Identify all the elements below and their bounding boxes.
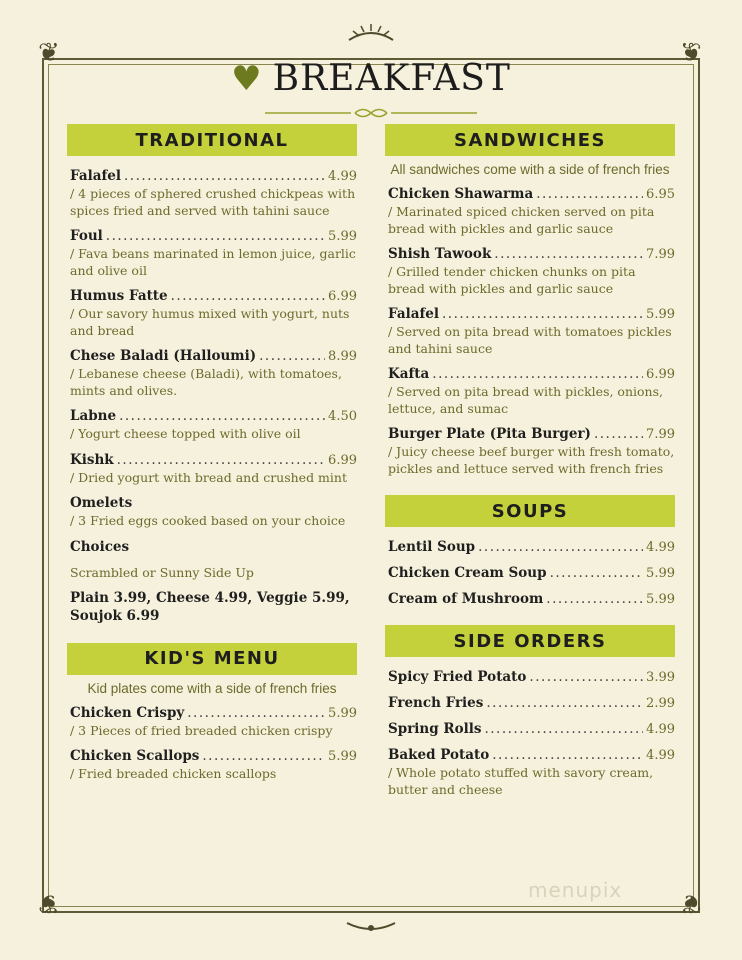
leader-dots	[442, 306, 643, 322]
title-divider-ornament-icon	[265, 106, 477, 120]
menu-item	[67, 748, 357, 783]
menu-item	[385, 306, 675, 357]
item-description: / Fried breaded chicken scallops	[70, 766, 277, 781]
leader-dots	[171, 288, 325, 304]
leader-dots	[259, 348, 325, 364]
section-note: All sandwiches come with a side of french fries	[390, 162, 670, 177]
leader-dots	[202, 748, 325, 764]
leader-dots	[546, 591, 643, 607]
menu-item	[67, 288, 357, 339]
item-name: Lentil Soup	[388, 539, 476, 555]
menu-item	[385, 366, 675, 417]
item-name: Kishk	[70, 451, 114, 468]
section-note: Kid plates come with a side of french fries	[87, 680, 337, 696]
item-price: 5.99	[646, 307, 675, 322]
item-price: 6.95	[646, 187, 675, 202]
item-description: / Served on pita bread with tomatoes pickles and tahini sauce	[388, 324, 672, 356]
menu-item	[385, 669, 675, 685]
corner-ornament-icon: ❦	[680, 888, 702, 918]
menu-item	[385, 591, 675, 607]
menu-item	[385, 747, 675, 798]
item-description: / Juicy cheese beef burger with fresh tomato, pickles and lettuce served with french fries	[388, 444, 675, 476]
item-price: 7.99	[646, 247, 675, 262]
item-price: 5.99	[646, 566, 675, 581]
leader-dots	[486, 695, 643, 711]
item-price: 2.99	[646, 696, 675, 711]
leader-dots	[117, 452, 325, 468]
right-column	[385, 124, 675, 798]
item-name: Falafel	[388, 306, 439, 322]
corner-ornament-icon: ❦	[38, 38, 60, 68]
menu-item	[67, 348, 357, 399]
leader-dots	[494, 246, 643, 262]
section-heading-kids: KID'S MENU	[67, 643, 357, 675]
item-name: Chicken Crispy	[70, 704, 185, 721]
leader-dots	[536, 186, 643, 202]
leader-dots	[492, 747, 643, 763]
choices-prices: Plain 3.99, Cheese 4.99, Veggie 5.99, Soujok 6.99	[70, 589, 350, 624]
item-price: 5.99	[328, 705, 357, 721]
menu-item	[385, 539, 675, 555]
sunburst-ornament-icon	[343, 22, 399, 44]
menu-item	[67, 408, 357, 443]
item-price: 6.99	[328, 289, 357, 304]
item-name: Chicken Cream Soup	[388, 565, 547, 581]
item-name: Baked Potato	[388, 747, 490, 763]
item-description: / 3 Fried eggs cooked based on your choice	[70, 513, 346, 528]
menu-item	[385, 426, 675, 477]
section-heading-soups: SOUPS	[385, 495, 675, 527]
item-name: Shish Tawook	[388, 246, 492, 262]
item-name: Chese Baladi (Halloumi)	[70, 348, 257, 364]
item-price: 4.99	[646, 748, 675, 763]
item-price: 4.99	[646, 540, 675, 555]
item-name: Chicken Scallops	[70, 748, 200, 764]
menu-item	[67, 452, 357, 487]
item-description: / Marinated spiced chicken served on pita bread with pickles and garlic sauce	[388, 204, 655, 236]
item-name: Labne	[70, 408, 117, 424]
menu-item	[67, 168, 357, 219]
menu-item	[385, 246, 675, 297]
item-price: 7.99	[646, 427, 675, 442]
watermark: menupix	[528, 878, 623, 902]
item-price: 8.99	[328, 349, 357, 364]
leader-dots	[478, 539, 643, 555]
menu-item	[67, 228, 357, 279]
item-name: Burger Plate (Pita Burger)	[388, 426, 591, 442]
item-name: Humus Fatte	[70, 288, 168, 304]
item-price: 4.99	[328, 169, 357, 184]
item-description: / Our savory humus mixed with yogurt, nuts and bread	[70, 306, 350, 338]
item-name: Choices	[70, 538, 130, 555]
menu-item	[385, 721, 675, 737]
item-price: 6.99	[646, 367, 675, 382]
leader-dots	[550, 565, 643, 581]
item-name: Chicken Shawarma	[388, 186, 534, 202]
flourish-ornament-icon	[343, 917, 399, 935]
menu-item	[385, 565, 675, 581]
section-heading-side-orders: SIDE ORDERS	[385, 625, 675, 657]
item-name: Omelets	[70, 495, 133, 511]
item-description: / Fava beans marinated in lemon juice, garlic and olive oil	[70, 246, 356, 278]
leader-dots	[119, 408, 325, 424]
item-description: / Served on pita bread with pickles, onions, lettuce, and sumac	[388, 384, 663, 416]
section-heading-sandwiches: SANDWICHES	[385, 124, 675, 156]
item-price: 5.99	[328, 229, 357, 244]
corner-ornament-icon: ❦	[38, 888, 60, 918]
item-price: 6.99	[328, 452, 357, 468]
choices-options: Scrambled or Sunny Side Up	[70, 564, 254, 580]
item-price: 5.99	[328, 749, 357, 764]
item-name: Spicy Fried Potato	[388, 669, 527, 685]
leader-dots	[187, 705, 325, 721]
item-name: Kafta	[388, 366, 430, 382]
menu-item	[67, 495, 357, 530]
item-description: / Lebanese cheese (Baladi), with tomatoes, mints and olives.	[70, 366, 342, 398]
item-name: French Fries	[388, 695, 484, 711]
item-name: Spring Rolls	[388, 721, 482, 737]
item-description: / 3 Pieces of fried breaded chicken crispy	[70, 722, 333, 738]
page-title: BREAKFAST	[272, 58, 511, 99]
leader-dots	[432, 366, 643, 382]
item-description: / Grilled tender chicken chunks on pita bread with pickles and garlic sauce	[388, 264, 636, 296]
item-description: / Dried yogurt with bread and crushed mint	[70, 469, 347, 485]
item-description: / Yogurt cheese topped with olive oil	[70, 426, 301, 441]
leader-dots	[124, 168, 325, 184]
leader-dots	[484, 721, 643, 737]
leader-dots	[594, 426, 643, 442]
item-name: Falafel	[70, 168, 121, 184]
item-name: Foul	[70, 228, 103, 244]
leader-dots	[106, 228, 325, 244]
menu-item	[67, 539, 357, 555]
item-price: 4.50	[328, 409, 357, 424]
item-price: 3.99	[646, 670, 675, 685]
item-name: Cream of Mushroom	[388, 591, 544, 607]
item-price: 4.99	[646, 722, 675, 737]
item-description: / Whole potato stuffed with savory cream, butter and cheese	[388, 765, 654, 797]
menu-item	[67, 705, 357, 740]
menu-item	[385, 186, 675, 237]
section-heading-traditional: TRADITIONAL	[67, 124, 357, 156]
leader-dots	[529, 669, 643, 685]
item-price: 5.99	[646, 592, 675, 607]
menu-item	[385, 695, 675, 711]
menu-header	[0, 58, 742, 99]
item-description: / 4 pieces of sphered crushed chickpeas with spices fried and served with tahini sauce	[70, 186, 356, 218]
heart-icon: ♥	[231, 58, 263, 99]
left-column	[67, 124, 357, 783]
corner-ornament-icon: ❦	[680, 38, 702, 68]
